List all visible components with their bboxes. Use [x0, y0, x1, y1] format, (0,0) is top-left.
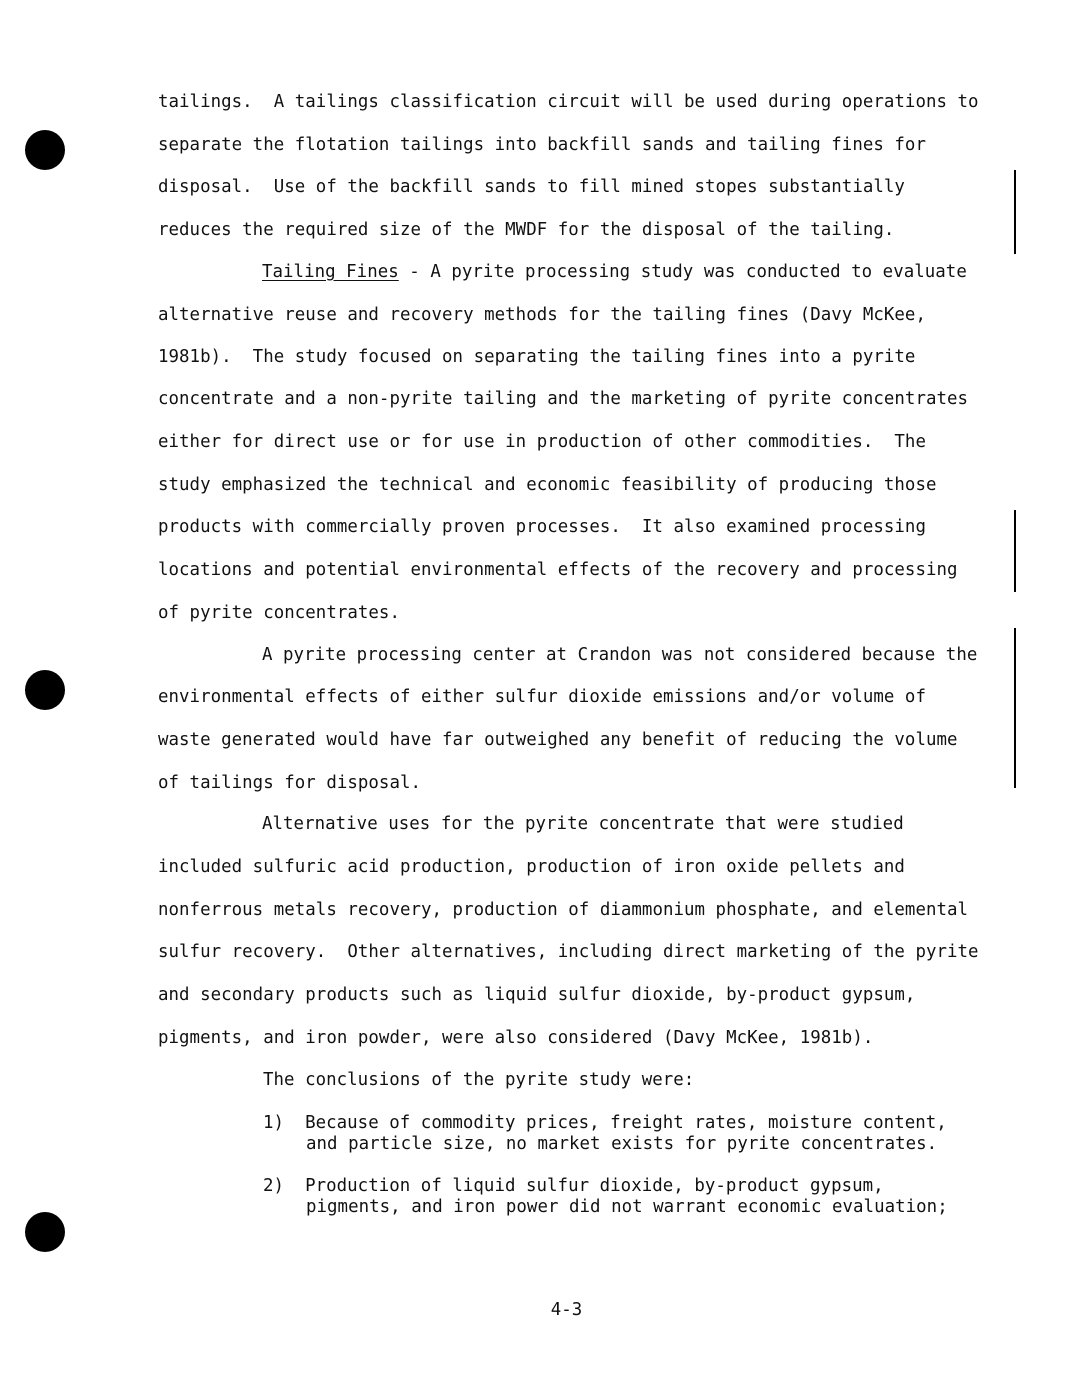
revision-bar — [1014, 628, 1016, 788]
body-text-line: nonferrous metals recovery, production of diammonium phosphate, and elemental — [158, 900, 969, 920]
conclusions-intro: The conclusions of the pyrite study were: — [263, 1070, 695, 1090]
punch-hole — [25, 130, 65, 170]
punch-hole — [25, 670, 65, 710]
revision-bar — [1014, 510, 1016, 592]
list-item: 1) Because of commodity prices, freight rates, moisture content, — [263, 1113, 947, 1133]
body-text-line: pigments, and iron powder, were also considered (Davy McKee, 1981b). — [158, 1028, 874, 1048]
body-text-line: either for direct use or for use in production of other commodities. The — [158, 432, 926, 452]
body-text-line: separate the flotation tailings into backfill sands and tailing fines for — [158, 135, 926, 155]
revision-bar — [1014, 170, 1016, 254]
body-text-line: locations and potential environmental effects of the recovery and processing — [158, 560, 958, 580]
body-text-line: Alternative uses for the pyrite concentrate that were studied — [262, 814, 904, 834]
list-item: 2) Production of liquid sulfur dioxide, by-product gypsum, — [263, 1176, 884, 1196]
section-heading: Tailing Fines — [262, 262, 399, 282]
page-number: 4-3 — [550, 1300, 583, 1320]
body-text-line: reduces the required size of the MWDF for the disposal of the tailing. — [158, 220, 895, 240]
body-text-line: waste generated would have far outweighed any benefit of reducing the volume — [158, 730, 958, 750]
body-text-line: 1981b). The study focused on separating the tailing fines into a pyrite — [158, 347, 916, 367]
list-item-continuation: and particle size, no market exists for pyrite concentrates. — [306, 1134, 938, 1154]
body-text-line: and secondary products such as liquid sulfur dioxide, by-product gypsum, — [158, 985, 916, 1005]
body-text-line: concentrate and a non-pyrite tailing and the marketing of pyrite concentrates — [158, 389, 969, 409]
body-text-line: sulfur recovery. Other alternatives, including direct marketing of the pyrite — [158, 942, 979, 962]
body-text-line: products with commercially proven processes. It also examined processing — [158, 517, 926, 537]
body-text-line: tailings. A tailings classification circuit will be used during operations to — [158, 92, 979, 112]
body-text-fragment: - A pyrite processing study was conducted to evaluate — [398, 262, 967, 282]
body-text-line: of tailings for disposal. — [158, 773, 422, 793]
body-text-line: study emphasized the technical and economic feasibility of producing those — [158, 475, 937, 495]
body-text-line: of pyrite concentrates. — [158, 603, 400, 623]
body-text-line: environmental effects of either sulfur dioxide emissions and/or volume of — [158, 687, 926, 707]
list-item-continuation: pigments, and iron power did not warrant economic evaluation; — [306, 1197, 948, 1217]
body-text-line: included sulfuric acid production, production of iron oxide pellets and — [158, 857, 905, 877]
body-text-line: alternative reuse and recovery methods for the tailing fines (Davy McKee, — [158, 305, 926, 325]
body-text-line: A pyrite processing center at Crandon was not considered because the — [262, 645, 978, 665]
body-text-line: disposal. Use of the backfill sands to fill mined stopes substantially — [158, 177, 905, 197]
paragraph-first-line — [262, 262, 967, 282]
punch-hole — [25, 1212, 65, 1252]
